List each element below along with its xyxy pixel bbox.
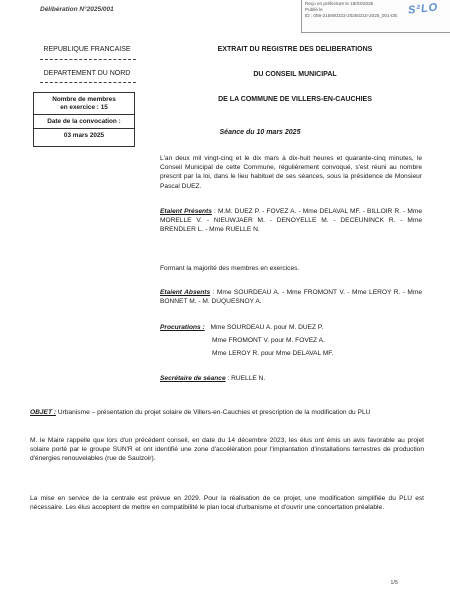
department-label: DEPARTEMENT DU NORD	[43, 70, 131, 77]
session-date: Séance du 10 mars 2025	[219, 129, 301, 136]
body-paragraph-2: La mise en service de la centrale est prévue en 2029. Pour la réalisation de ce projet, une modification simplifiée du PLU est nécessaire. Les élus acceptent de mettre en compatibilité le plan local d'urbanisme et d'ouvrir une concertation préalable.	[30, 495, 424, 512]
majority-text: Formant la majorité des membres en exercices.	[160, 265, 300, 272]
divider	[40, 82, 136, 83]
council-title: DU CONSEIL MUNICIPAL	[253, 71, 337, 78]
procuration-2: Mme FROMONT V. pour M. FOVEZ A.	[212, 337, 325, 344]
procurations-block	[160, 323, 422, 332]
secretary-block	[160, 374, 422, 383]
page-number: 1/5	[390, 580, 398, 586]
register-title: EXTRAIT DU REGISTRE DES DELIBERATIONS	[217, 46, 373, 53]
republic-label: REPUBLIQUE FRANCAISE	[43, 46, 131, 53]
presents-block	[160, 207, 422, 235]
procuration-1: Mme SOURDEAU A. pour M. DUEZ P.	[210, 324, 324, 331]
procurations-label: Procurations :	[160, 324, 205, 331]
objet-label: OBJET :	[30, 409, 57, 416]
s2lo-logo: S²LO	[407, 1, 439, 17]
absents-list: : Mme SOURDEAU A. - Mme FROMONT V. - Mme LEROY R. - Mme BONNET M. - M. DUQUESNOY A.	[160, 289, 422, 306]
procuration-3: Mme LEROY R. pour Mme DELAVAL MF.	[212, 350, 334, 357]
intro-paragraph: L'an deux mil vingt-cinq et le dix mars à dix-huit heures et quarante-cinq minutes, le Conseil Municipal de cette Commune, régulièrement convoqué, s'est réuni au nombre prescrit par la loi, dans le lieu habituel de ses séances, sous la présidence de Monsieur Pascal DUEZ.	[160, 155, 422, 190]
deliberation-number: Délibération N°2025/001	[40, 6, 114, 13]
convocation-label: Date de la convocation :	[47, 118, 121, 125]
objet-text: Urbanisme – présentation du projet solaire de Villers-en-Cauchies et prescription de la modification du PLU	[57, 409, 371, 416]
objet-block	[30, 408, 424, 417]
commune-title: DE LA COMMUNE DE VILLERS-EN-CAUCHIES	[218, 96, 372, 103]
stamp-id: ID : 059-215900223-20250310-2025_001-DE	[305, 13, 398, 18]
body-paragraph-1: M. le Maire rappelle que lors d'un précédent conseil, en date du 14 décembre 2023, les élus ont émis un avis favorable au projet solaire porté par le groupe SUN'R et ont identifié une zone d'accélération pour l'implantation d'installations terrestres de production d'énergies renouvelables (rue de Saulzoir).	[30, 437, 424, 463]
stamp-published: Publié le	[305, 7, 323, 12]
divider	[40, 59, 136, 60]
convocation-date: 03 mars 2025	[63, 131, 105, 139]
stamp-received: Reçu en préfecture le 18/03/2025	[305, 1, 374, 6]
absents-block	[160, 288, 422, 306]
members-count: en exercice : 15	[60, 103, 108, 111]
presents-label: Etaient Présents	[160, 208, 212, 215]
info-box	[33, 92, 135, 147]
presents-list: : M.M. DUEZ P. - FOVEZ A. - Mme DELAVAL MF. - BILLOIR R. - Mme MORELLE V. - NIEUWJAER M. - DENOYELLE M. - DECEUNINCK R. - Mme BRENDLER L. - Mme RUELLE N.	[160, 208, 422, 234]
members-label: Nombre de membres	[52, 96, 116, 103]
secretary-label: Secrétaire de séance	[160, 375, 226, 382]
prefecture-stamp	[301, 0, 450, 33]
secretary-name: : RUELLE N.	[227, 375, 266, 382]
absents-label: Etaient Absents	[160, 289, 211, 296]
